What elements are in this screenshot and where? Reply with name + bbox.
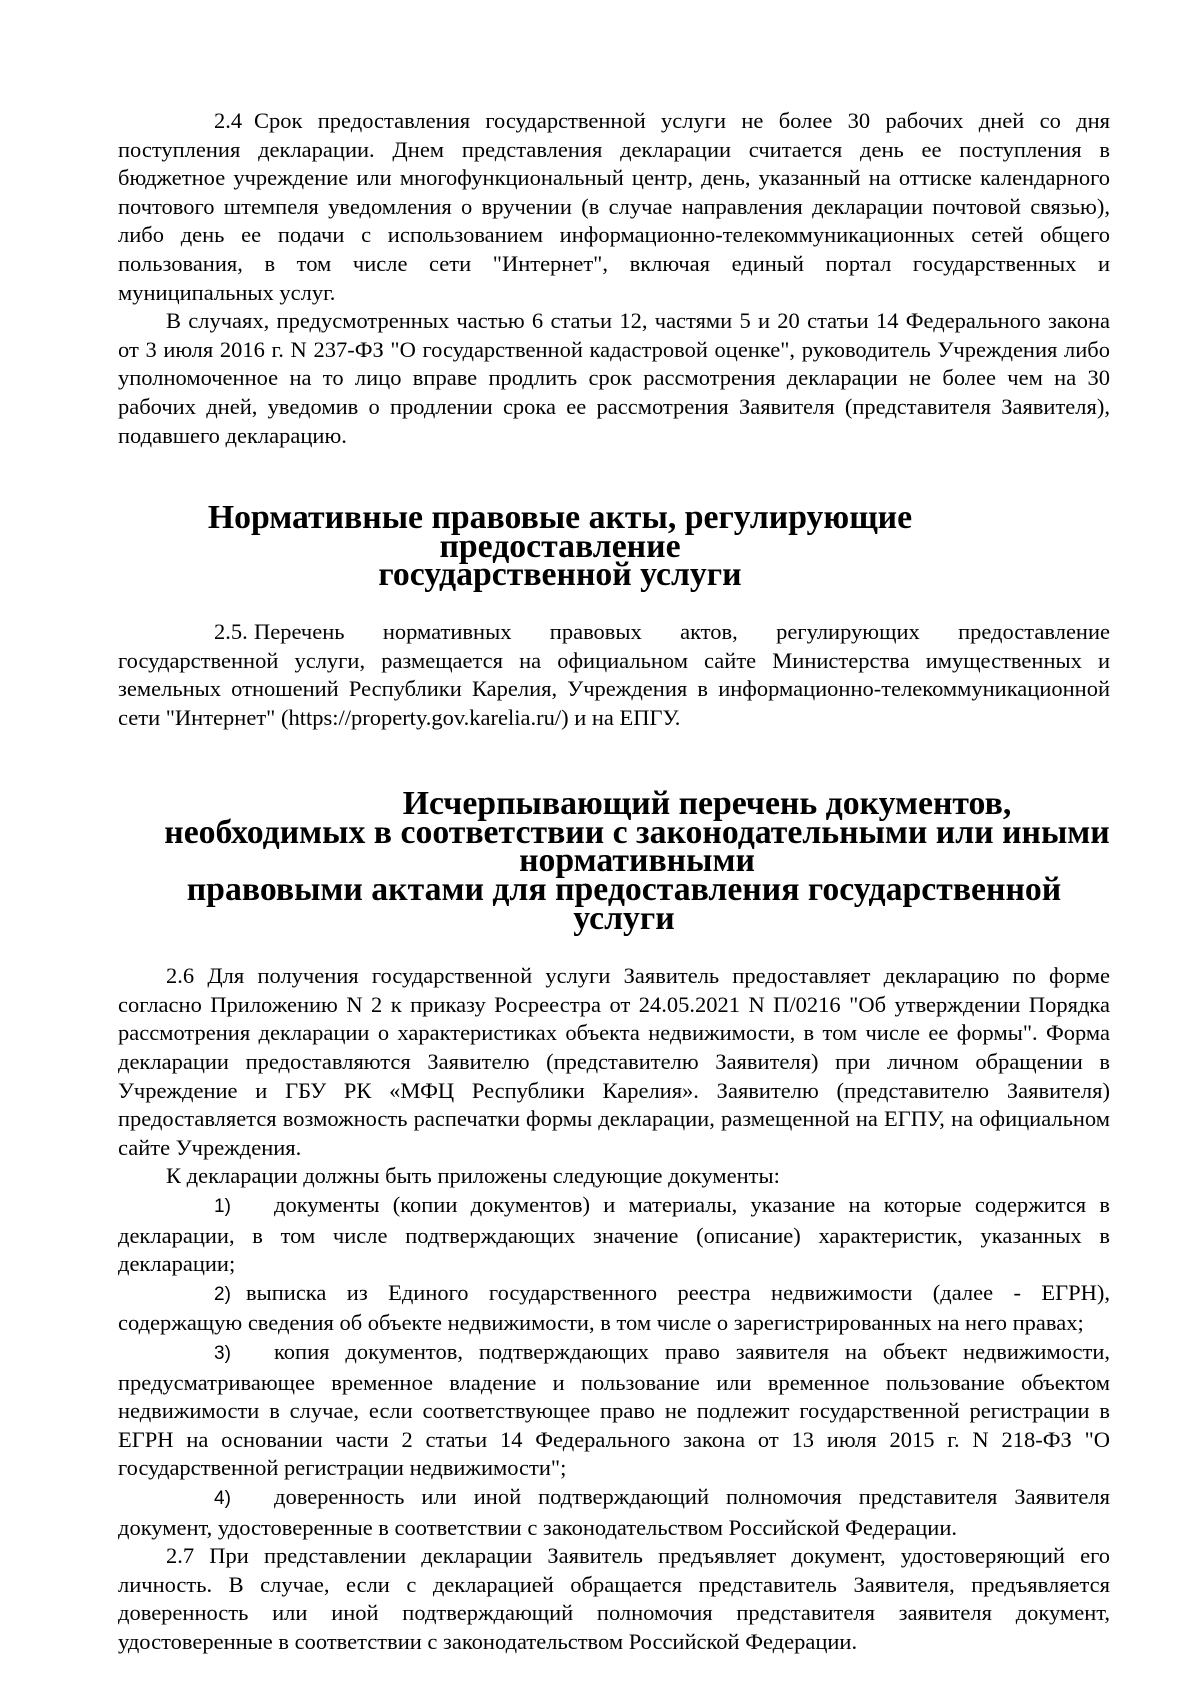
heading-normative-acts-line-2: государственной услуги [378,556,742,594]
list-marker-2: 2) [214,1283,231,1305]
heading-document-list [118,785,1110,937]
list-item-4-text: доверенность или иной подтверждающий полномочия представителя Заявителя документ, удостоверенные в соответствии с законодательством Российской Федерации. [118,1483,1110,1540]
section-number-2-5: 2.5. [214,618,248,644]
list-marker-4: 4) [214,1487,231,1509]
heading-document-list-line-3: правовыми актами для предоставления государственной услуги [186,871,1062,937]
heading-document-list-line-1: Исчерпывающий перечень документов, [402,785,1012,823]
heading-normative-acts [118,499,1110,594]
section-number-2-4: 2.4 [214,108,243,133]
list-marker-1: 1) [214,1196,231,1217]
list-item-3-text: копия документов, подтверждающих право заявителя на объект недвижимости, предусматривающее временное владение и пользование или временное пользование объектом недвижимости в случае, если соответствующее право не подлежит государственной регистрации в ЕГРН на основании части 2 статьи 14 Федерального закона от 13 июля 2015 г. N 218-ФЗ "О государственной регистрации недвижимости"; [118,1338,1110,1481]
paragraph-2-4 [118,107,1110,307]
document-page [118,107,1110,1657]
paragraph-2-6: 2.6 Для получения государственной услуги Заявитель предоставляет декларацию по форме согласно Приложению N 2 к приказу Росреестра от 24.05.2021 N П/0216 "Об утверждении Порядка рассмотрения декларации о характеристиках объекта недвижимости, в том числе ее формы". Форма декларации предоставляются Заявителю (представителю Заявителя) при личном обращении в Учреждение и ГБУ РК «МФЦ Республики Карелия». Заявителю (представителю Заявителя) предоставляется возможность распечатки формы декларации, размещенной на ЕГПУ, на официальном сайте Учреждения. [118,963,1110,1160]
heading-normative-acts-line-1: Нормативные правовые акты, регулирующие предоставление [207,499,913,565]
list-item-1-text: документы (копии документов) и материалы, указание на которые содержится в декларации, в том числе подтверждающих значение (описание) характеристик, указанных в декларации; [118,1192,1110,1277]
list-marker-3: 3) [214,1342,231,1364]
list-item-2-text: выписка из Единого государственного реестра недвижимости (далее - ЕГРН), содержащую сведения об объекте недвижимости, в том числе о зарегистрированных на него правах; [118,1279,1110,1336]
paragraph-2-6-intro: К декларации должны быть приложены следующие документы: [166,1163,780,1189]
paragraph-2-5 [118,618,1110,732]
section-2-4-text: Срок предоставления государственной услуги не более 30 рабочих дней со дня поступления декларации. Днем представления декларации считается день ее поступления в бюджетное учреждение или многофункциональный центр, день, указанный на оттиске календарного почтового штемпеля уведомления о вручении (в случае направления декларации почтовой связью), либо день ее подачи с использованием информационно-телекоммуникационных сетей общего пользования, в том числе сети "Интернет", включая единый портал государственных и муниципальных услуг. [118,108,1110,305]
heading-document-list-line-2: необходимых в соответствии с законодательными или иными нормативными [164,813,1110,880]
list-item-2 [118,1279,1110,1338]
list-item-3 [118,1338,1110,1483]
paragraph-2-4-extension: В случаях, предусмотренных частью 6 статьи 12, частями 5 и 20 статьи 14 Федерального закона от 3 июля 2016 г. N 237-ФЗ "О государственной кадастровой оценке", руководитель Учреждения либо уполномоченное на то лицо вправе продлить срок рассмотрения декларации не более чем на 30 рабочих дней, уведомив о продлении срока ее рассмотрения Заявителя (представителя Заявителя), подавшего декларацию. [118,308,1110,448]
list-item-4 [118,1483,1110,1542]
list-item-1 [118,1191,1110,1279]
section-2-5-text: Перечень нормативных правовых актов, регулирующих предоставление государственной услуги, размещается на официальном сайте Министерства имущественных и земельных отношений Республики Карелия, Учреждения в информационно-телекоммуникационной сети "Интернет" (https://property.gov.karelia.ru/) и на ЕПГУ. [118,618,1110,730]
paragraph-2-7: 2.7 При представлении декларации Заявитель предъявляет документ, удостоверяющий его личность. В случае, если с декларацией обращается представитель Заявителя, предъявляется доверенность или иной подтверждающий полномочия представителя заявителя документ, удостоверенные в соответствии с законодательством Российской Федерации. [118,1543,1110,1654]
